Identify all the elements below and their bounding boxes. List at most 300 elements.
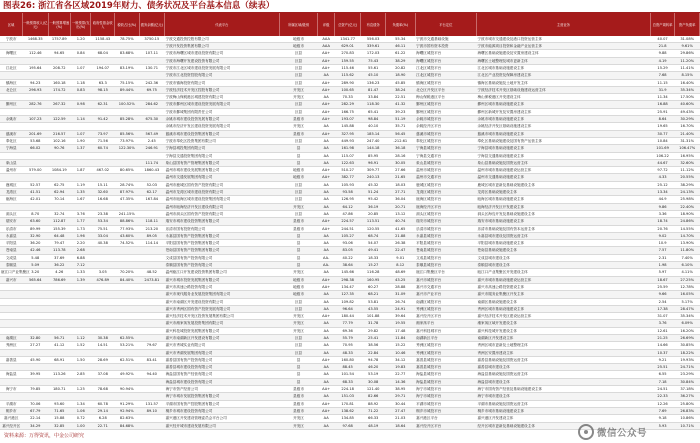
table-cell: 16.68	[91, 196, 115, 203]
table-cell: 101.54	[334, 371, 361, 378]
table-cell: 区县	[279, 189, 318, 196]
table-cell: 40.22	[334, 254, 361, 261]
table-cell: 鹿城区	[0, 181, 22, 188]
table-cell: 海宁市国有资产经营及基础设施建设主体	[476, 386, 650, 393]
table-cell: 12.61	[650, 327, 675, 334]
table-cell: 41.32	[385, 101, 415, 108]
table-cell: 26.83%	[675, 407, 700, 414]
table-cell: 24.71%	[675, 364, 700, 371]
table-row	[0, 50, 700, 57]
table-cell: 134.47	[334, 283, 361, 290]
table-cell	[48, 393, 70, 400]
column-header: 平台定位	[415, 13, 476, 36]
table-cell	[0, 327, 22, 334]
table-cell: 1.35	[71, 189, 91, 196]
table-row	[0, 283, 700, 290]
table-cell: 38.29	[385, 57, 415, 64]
table-cell: 温州市城市基础设施建设运营主体	[476, 167, 650, 174]
table-cell	[48, 159, 70, 166]
table-cell: 海宁市城市建设主体	[476, 393, 650, 400]
table-cell: 宁波市镇海投资有限公司	[165, 79, 280, 86]
table-cell: 16.88	[650, 101, 675, 108]
table-cell: 乐清市基础设施及国有资本运营主体	[476, 225, 650, 232]
table-cell: 宁波市鄞城集团有限责任公司	[165, 108, 280, 115]
table-cell: 79.47	[48, 240, 70, 247]
table-cell: 梅山保税港区平台	[415, 94, 476, 101]
table-cell: 78.75%	[115, 36, 140, 43]
table-cell: 114.14	[139, 240, 165, 247]
table-cell: 14.36	[385, 378, 415, 385]
table-cell: 43.55	[361, 305, 386, 312]
table-cell: 文成县城投平台	[415, 254, 476, 261]
table-cell: 26.74	[385, 298, 415, 305]
table-cell: 85.95	[361, 152, 386, 159]
table-cell	[0, 291, 22, 298]
table-cell: 湘家荡区域开发建设主体	[476, 320, 650, 327]
table-cell	[91, 123, 115, 130]
table-cell: 106.47%	[675, 145, 700, 152]
table-cell: 20.55%	[675, 174, 700, 181]
table-row	[0, 320, 700, 327]
table-row	[0, 364, 700, 371]
table-cell: 宁波市城市交通建设及港口投资运营主体	[476, 36, 650, 43]
table-cell: 慈溪市	[0, 130, 22, 137]
table-cell: 嘉善县基础设施及国资运营主体	[476, 356, 650, 363]
table-cell: 120.55	[361, 225, 386, 232]
table-cell: 瓯江口产业集聚区开发建设主体	[476, 269, 650, 276]
table-cell: AA+	[318, 167, 334, 174]
table-cell: 105.93	[334, 181, 361, 188]
table-cell: 南湖新区开发建设主体	[476, 334, 650, 341]
table-cell: 30.29%	[675, 116, 700, 123]
table-cell: AA+	[318, 313, 334, 320]
table-cell: 嘉善县	[0, 356, 22, 363]
table-cell: 35.34%	[675, 313, 700, 320]
table-cell: 嘉兴市秀城实业有限公司	[165, 342, 280, 349]
table-cell: 282.29	[334, 101, 361, 108]
table-cell: 284.62	[139, 101, 165, 108]
table-cell: 62.75	[48, 181, 70, 188]
table-cell: 282.76	[22, 101, 48, 108]
table-cell: 县	[279, 262, 318, 269]
table-cell: 45.32	[361, 181, 386, 188]
table-cell: 平阳县国有资产投资集团有限公司	[165, 240, 280, 247]
table-cell	[71, 152, 91, 159]
table-cell: 2.31	[650, 254, 675, 261]
table-cell: 101.69	[650, 145, 675, 152]
table-cell: 31.31%	[675, 137, 700, 144]
table-cell: 泰顺县城投平台	[415, 262, 476, 269]
table-cell: 21.65	[385, 174, 415, 181]
table-cell: 3750.15	[139, 36, 165, 43]
table-cell	[22, 349, 48, 356]
table-cell: 8.64	[650, 116, 675, 123]
table-cell: 45.10	[361, 72, 386, 79]
table-cell: 112.87	[48, 218, 70, 225]
table-cell: 嘉兴科技城开发建设主体	[476, 327, 650, 334]
table-cell: 3.36	[650, 210, 675, 217]
table-cell: 经开区城市更新及基础设施建设主体	[476, 422, 650, 429]
table-cell: 1.98	[650, 262, 675, 269]
table-cell: 5.93	[650, 422, 675, 429]
table-row	[0, 298, 700, 305]
table-cell: 嘉兴经开区平台	[415, 422, 476, 429]
table-cell: 象山县基础设施及国资运营主体	[476, 159, 650, 166]
table-cell: 海曙区基础设施建设及安置房建设主体	[476, 50, 650, 57]
table-cell: 嘉兴经开区平台	[415, 313, 476, 320]
table-cell: 洞头区海岛开发及基础设施建设主体	[476, 210, 650, 217]
table-cell: 1.96	[71, 232, 91, 239]
table-cell	[139, 123, 165, 130]
table-cell: 平阳县城市基础设施建设主体	[476, 240, 650, 247]
table-cell: 温州市鹿城区国有资产投资有限公司	[165, 181, 280, 188]
table-cell: 4.11%	[675, 269, 700, 276]
table-cell: 174.72	[48, 86, 70, 93]
table-cell: 61.22	[385, 50, 415, 57]
table-cell: 区县	[279, 57, 318, 64]
table-cell: 115.07	[334, 152, 361, 159]
table-cell: 68.33	[334, 378, 361, 385]
table-cell	[71, 94, 91, 101]
table-cell: 嘉善县城市建设主体	[476, 364, 650, 371]
table-cell	[91, 327, 115, 334]
table-cell: AA+	[318, 57, 334, 64]
table-cell: 秀洲区城市更新及土地整理主体	[476, 342, 650, 349]
table-cell: 41.65	[385, 225, 415, 232]
table-cell: 20.85	[361, 210, 386, 217]
table-cell	[139, 334, 165, 341]
table-cell: 98.15	[91, 86, 115, 93]
table-cell: 嘉兴市南湖区开发建设投资有限公司	[165, 298, 280, 305]
table-cell	[48, 327, 70, 334]
table-cell: 开发区	[279, 203, 318, 210]
table-cell: 13.34	[650, 189, 675, 196]
table-cell	[71, 320, 91, 327]
table-row	[0, 152, 700, 159]
table-cell: 30.77	[650, 130, 675, 137]
table-cell	[48, 349, 70, 356]
table-cell: 湘家荡平台	[415, 320, 476, 327]
table-cell: 48.33	[334, 349, 361, 356]
table-cell: 乐清市国有投资有限公司	[165, 225, 280, 232]
table-cell: 83.68%	[115, 50, 140, 57]
table-cell	[115, 94, 140, 101]
table-cell: 23.29%	[675, 371, 700, 378]
table-cell: 83.41	[139, 356, 165, 363]
table-cell: 118.30	[361, 101, 386, 108]
table-cell: 6.55	[650, 371, 675, 378]
table-cell: 洞头区	[0, 210, 22, 217]
table-cell: 160.18	[48, 79, 70, 86]
table-cell: 9.66	[650, 291, 675, 298]
table-cell: 84.40%	[115, 276, 140, 283]
table-cell	[139, 174, 165, 181]
table-cell	[91, 159, 115, 166]
table-cell: 46.20	[361, 364, 386, 371]
table-cell	[91, 320, 115, 327]
table-cell: 嘉兴市	[0, 276, 22, 283]
table-cell: 53.81	[361, 298, 386, 305]
table-cell	[71, 283, 91, 290]
table-cell: AA	[318, 232, 334, 239]
table-cell: AA	[318, 196, 334, 203]
table-cell: 180.44	[334, 313, 361, 320]
table-cell: 40.74	[385, 218, 415, 225]
table-body	[0, 36, 700, 430]
table-cell	[71, 364, 91, 371]
table-cell: 奉化区城投平台	[415, 137, 476, 144]
table-cell	[22, 320, 48, 327]
table-cell	[0, 152, 22, 159]
table-cell	[0, 72, 22, 79]
table-cell: 467.02	[91, 167, 115, 174]
table-cell: 开发区	[279, 327, 318, 334]
table-cell	[22, 393, 48, 400]
table-cell: 30.85%	[675, 342, 700, 349]
table-cell	[115, 305, 140, 312]
table-cell: 44.9	[650, 196, 675, 203]
table-cell: 107.23	[22, 116, 48, 123]
table-cell: 6.10%	[675, 262, 700, 269]
table-cell: 22.71	[91, 422, 115, 429]
table-cell: 1084.19	[48, 167, 70, 174]
table-cell: 25.80%	[675, 400, 700, 407]
table-cell: 2.68	[71, 247, 91, 254]
table-cell: 786.69	[48, 276, 70, 283]
table-cell: 89.10	[139, 407, 165, 414]
table-row	[0, 240, 700, 247]
table-cell: 平阳县城投平台	[415, 240, 476, 247]
table-cell: 75.15%	[115, 79, 140, 86]
table-cell	[115, 262, 140, 269]
table-cell: AA+	[318, 386, 334, 393]
table-cell: 12.78%	[675, 283, 700, 290]
table-cell: 144.18	[361, 145, 386, 152]
table-cell	[48, 174, 70, 181]
table-cell: 36.18	[385, 145, 415, 152]
table-cell	[71, 291, 91, 298]
table-cell: 江北区城投平台	[415, 72, 476, 79]
table-cell: 11.41%	[675, 65, 700, 72]
table-cell: 瓯江口产业集聚区	[1, 270, 30, 275]
table-cell: 64.12	[334, 203, 361, 210]
table-cell: 30.44	[385, 400, 415, 407]
table-cell	[22, 159, 48, 166]
table-cell: 43.60%	[115, 232, 140, 239]
table-cell: 18.64	[385, 422, 415, 429]
table-cell	[91, 393, 115, 400]
table-cell: 18.90%	[675, 210, 700, 217]
table-cell: 嘉善县国有资产投资有限公司	[165, 356, 280, 363]
table-cell: 龙湾区基础设施建设主体	[476, 189, 650, 196]
table-cell	[91, 291, 115, 298]
table-cell	[91, 57, 115, 64]
table-cell: 32.60	[91, 189, 115, 196]
table-cell	[139, 415, 165, 422]
table-cell: 10.86%	[675, 415, 700, 422]
table-cell: 48.19	[361, 422, 386, 429]
table-cell	[22, 305, 48, 312]
table-cell: 33.04	[91, 232, 115, 239]
table-cell: 98.84	[361, 116, 386, 123]
table-cell: 194.07	[91, 65, 115, 72]
table-cell	[0, 43, 22, 50]
table-cell: 嘉兴市秀湖发展集团有限公司	[165, 349, 280, 356]
table-cell: 开发区	[279, 313, 318, 320]
column-header: 总资产(亿元)	[334, 13, 361, 36]
table-cell: 21.40%	[675, 130, 700, 137]
table-cell: 22.14	[22, 415, 48, 422]
table-cell: 海曙区城投平台	[415, 57, 476, 64]
table-cell: 县级市	[279, 407, 318, 414]
table-cell: 7.57	[650, 247, 675, 254]
table-cell: 87.97%	[115, 189, 140, 196]
table-cell: 52.57	[22, 181, 48, 188]
table-cell: 1.06	[71, 407, 91, 414]
table-cell: 嘉兴经济技术开发区投资发展集团有限公司	[165, 313, 280, 320]
table-cell: 余姚市经济开发区建设投资发展有限公司	[165, 123, 280, 130]
table-cell	[115, 327, 140, 334]
table-cell: 平湖市	[0, 400, 22, 407]
table-cell: 慈溪市城市基础设施建设主体	[476, 130, 650, 137]
table-cell	[0, 298, 22, 305]
table-cell: 29.71	[385, 393, 415, 400]
table-cell	[22, 174, 48, 181]
table-cell: 奉化区	[0, 137, 22, 144]
table-cell: AA	[318, 393, 334, 400]
table-cell: 85.56%	[115, 130, 140, 137]
table-row	[0, 36, 700, 43]
table-cell: 3.76	[650, 320, 675, 327]
table-cell: 温州市交通平台	[415, 174, 476, 181]
table-cell: 7.69	[650, 407, 675, 414]
table-cell: 2.45	[139, 137, 165, 144]
table-cell: 11.20%	[675, 57, 700, 64]
table-cell: 56.45	[385, 130, 415, 137]
table-cell: 35.34%	[675, 86, 700, 93]
table-row	[0, 79, 700, 86]
table-cell: 160.95	[361, 276, 386, 283]
table-cell: 17.48	[385, 327, 415, 334]
table-cell: 余姚市	[0, 116, 22, 123]
table-cell: 107.11	[139, 50, 165, 57]
table-cell: 53.68	[22, 137, 48, 144]
table-cell: 70.14	[48, 196, 70, 203]
table-cell: 海盐县城投平台	[415, 378, 476, 385]
table-cell: 县	[279, 356, 318, 363]
table-cell: 余姚经济开发区基础设施建设主体	[476, 123, 650, 130]
table-cell: 海盐县	[0, 371, 22, 378]
column-header: 税收占比(%)	[115, 13, 140, 36]
table-cell: 113.51	[361, 218, 386, 225]
table-cell: 10.84	[650, 137, 675, 144]
table-cell	[71, 108, 91, 115]
table-cell: 江北区	[0, 65, 22, 72]
table-cell: 43.25	[385, 276, 415, 283]
table-cell: 地级市	[279, 283, 318, 290]
table-cell: 江北区产业投资及保障房建设主体	[476, 72, 650, 79]
table-cell: 29.86%	[675, 50, 700, 57]
table-cell: 5.09	[22, 262, 48, 269]
table-cell: 开发区	[279, 320, 318, 327]
table-row	[0, 101, 700, 108]
table-cell: 1.34	[71, 400, 91, 407]
table-cell: 区县	[279, 196, 318, 203]
table-cell: 地级市	[279, 276, 318, 283]
table-row	[0, 218, 700, 225]
table-cell	[91, 94, 115, 101]
table-cell: 海宁市资产经营公司	[165, 386, 280, 393]
table-cell: 127.35	[334, 291, 361, 298]
table-cell: 宁波交通投资控股有限公司	[165, 36, 280, 43]
column-header: 债务余额(亿元)	[139, 13, 165, 36]
table-cell	[139, 152, 165, 159]
table-cell: 130.71	[139, 65, 165, 72]
table-row	[0, 225, 700, 232]
table-row	[0, 159, 700, 166]
table-cell: 44.67	[650, 159, 675, 166]
table-cell: 宁波市江北区城市建设投资发展有限公司	[165, 65, 280, 72]
table-cell: 75.51	[91, 225, 115, 232]
table-cell: 170.81	[334, 400, 361, 407]
column-header: 政府性基金收入	[91, 13, 115, 36]
table-cell: 1.07	[71, 130, 91, 137]
table-cell	[0, 108, 22, 115]
table-cell: 2.85	[71, 371, 91, 378]
table-cell: 县	[279, 364, 318, 371]
table-cell: 382.77	[334, 174, 361, 181]
table-cell: 131.57	[139, 400, 165, 407]
table-cell: 8.12	[385, 262, 415, 269]
table-cell: 1341.77	[334, 36, 361, 43]
table-cell: 7.40%	[675, 254, 700, 261]
table-cell: 36.19	[361, 203, 386, 210]
table-cell: AA+	[318, 108, 334, 115]
table-cell	[0, 349, 22, 356]
table-cell: 区县	[279, 305, 318, 312]
table-row	[0, 262, 700, 269]
table-cell: 3.76	[71, 210, 91, 217]
table-cell: 94.78	[361, 356, 386, 363]
table-cell: 1.14	[71, 116, 91, 123]
table-cell	[91, 298, 115, 305]
table-cell: 1.50	[71, 356, 91, 363]
table-cell: 1.33	[71, 269, 91, 276]
table-cell: 2.20	[71, 240, 91, 247]
table-cell	[48, 298, 70, 305]
table-cell: 余姚经开区平台	[415, 123, 476, 130]
table-cell: 51.19	[385, 116, 415, 123]
table-cell: 文成县国有资产投资有限公司	[165, 254, 280, 261]
table-cell: 42.46	[22, 247, 48, 254]
table-cell: 慈溪市城投平台	[415, 130, 476, 137]
table-cell	[22, 378, 48, 385]
table-cell: 51.24	[361, 189, 386, 196]
table-cell: AA	[318, 298, 334, 305]
table-cell: 17.38	[650, 305, 675, 312]
table-cell: 33.84	[361, 94, 386, 101]
table-cell: 桐乡市城投平台	[415, 407, 476, 414]
table-cell: 开发区	[279, 94, 318, 101]
table-cell: 12.26	[650, 400, 675, 407]
table-cell: 县	[279, 240, 318, 247]
table-cell: 41.12	[48, 342, 70, 349]
table-cell: 38.64	[334, 262, 361, 269]
table-cell: 县	[279, 254, 318, 261]
table-cell: 县级市	[279, 130, 318, 137]
table-cell: 宁海县城投集团有限公司	[165, 145, 280, 152]
table-cell	[22, 364, 48, 371]
